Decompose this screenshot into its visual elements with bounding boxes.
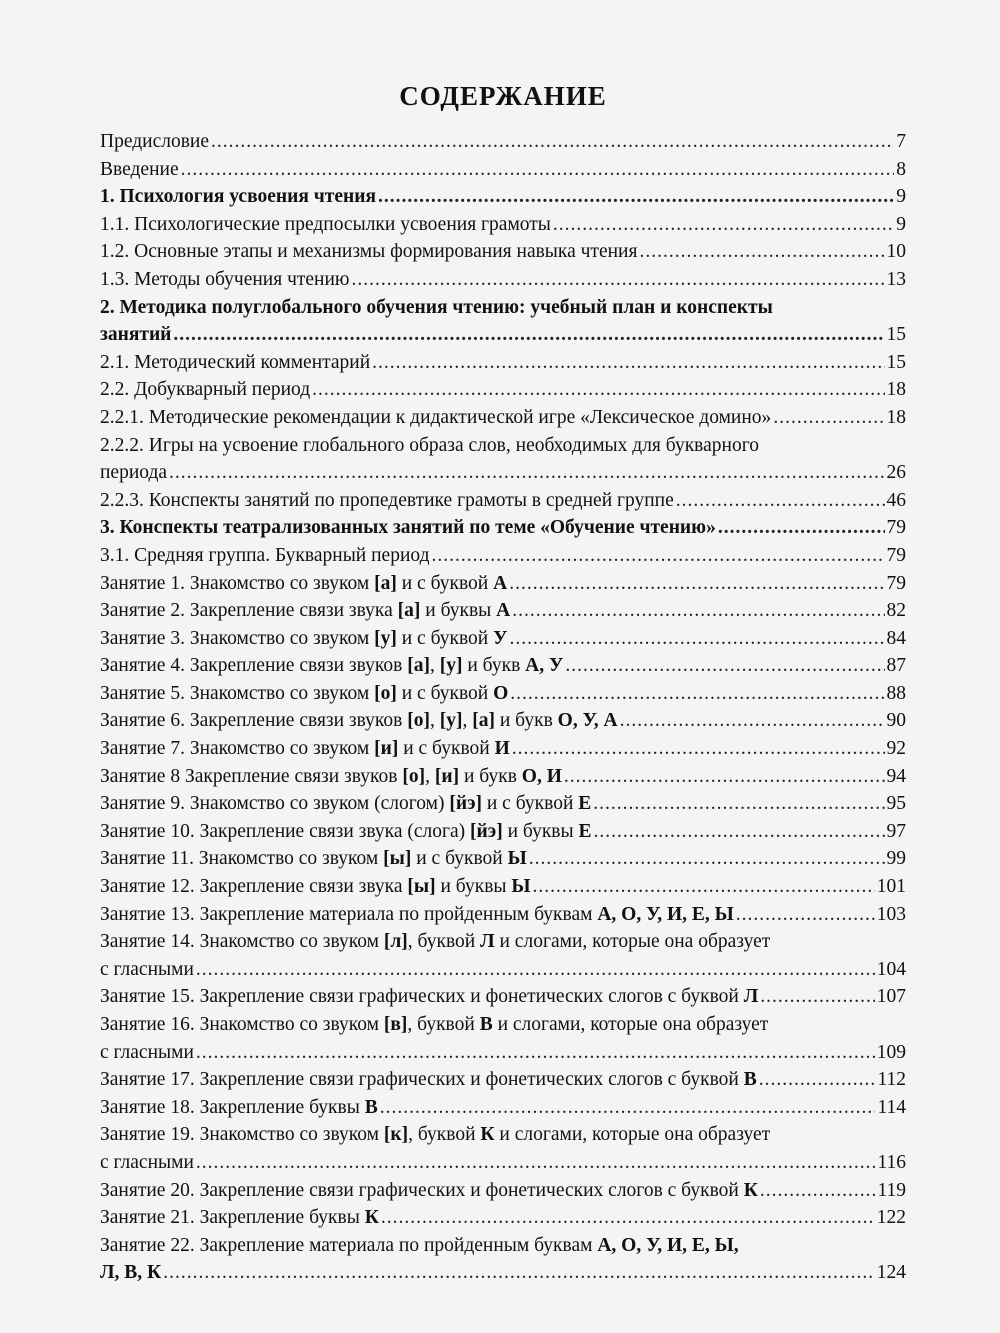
toc-entry-title: Занятие 6. Закрепление связи звуков [о], [у], [а] и букв О, У, А — [100, 710, 618, 732]
toc-entry-title: с гласными — [100, 958, 194, 980]
toc-leader-dots — [639, 238, 884, 266]
toc-leader-dots — [173, 321, 884, 349]
toc-entry-title: с гласными — [100, 1041, 194, 1063]
toc-page-number: 88 — [886, 682, 906, 704]
toc-entry-title: Занятие 2. Закрепление связи звука [а] и буквы А — [100, 600, 511, 622]
toc-entry — [100, 928, 906, 983]
toc-entry-title: 1.3. Методы обучения чтению — [100, 268, 350, 290]
toc-page-number: 116 — [877, 1151, 906, 1173]
toc-leader-dots — [211, 128, 894, 156]
toc-entry-title: занятий — [100, 324, 172, 346]
toc-page-number: 82 — [886, 600, 906, 622]
toc-entry — [100, 1066, 906, 1094]
toc-entry — [100, 735, 906, 763]
toc-entry-title: Занятие 13. Закрепление материала по пройденным буквам А, О, У, И, Е, Ы — [100, 903, 734, 925]
toc-entry-title: 2.2.1. Методические рекомендации к дидактической игре «Лексическое домино» — [100, 406, 772, 428]
toc-entry-title: Занятие 15. Закрепление связи графических и фонетических слогов с буквой Л — [100, 986, 759, 1008]
toc-leader-dots — [381, 1204, 875, 1232]
toc-entry-title: Занятие 4. Закрепление связи звуков [а], [у] и букв А, У — [100, 655, 564, 677]
toc-entry — [100, 487, 906, 515]
toc-page-number: 101 — [876, 876, 906, 898]
toc-entry — [100, 1232, 906, 1287]
toc-entry — [100, 680, 906, 708]
toc-entry-title: периода — [100, 462, 168, 484]
toc-leader-dots — [512, 597, 884, 625]
toc-page-number: 122 — [876, 1207, 906, 1229]
toc-page-number: 79 — [886, 572, 906, 594]
toc-entry — [100, 1177, 906, 1205]
toc-entry-title-line: 2. Методика полуглобального обучения чтению: учебный план и конспекты — [100, 296, 773, 318]
toc-page-number: 9 — [896, 213, 906, 235]
toc-entry-title-line: Занятие 19. Знакомство со звуком [к], буквой К и слогами, которые она образует — [100, 1124, 771, 1146]
toc-entry-title: Занятие 9. Знакомство со звуком (слогом) [йэ] и с буквой Е — [100, 793, 592, 815]
toc-page-number: 26 — [886, 462, 906, 484]
toc-page-number: 119 — [877, 1179, 906, 1201]
toc-entry-title: Занятие 18. Закрепление буквы В — [100, 1096, 378, 1118]
toc-leader-dots — [736, 901, 875, 929]
toc-entry — [100, 790, 906, 818]
toc-entry-title: 1.2. Основные этапы и механизмы формирования навыка чтения — [100, 241, 638, 263]
toc-entry-title: 3.1. Средняя группа. Букварный период — [100, 544, 430, 566]
toc-page-number: 18 — [886, 406, 906, 428]
toc-entry-title: Занятие 20. Закрепление связи графических и фонетических слогов с буквой К — [100, 1179, 758, 1201]
toc-leader-dots — [529, 845, 885, 873]
toc-entry — [100, 211, 906, 239]
toc-leader-dots — [509, 625, 884, 653]
toc-entry-title: 2.1. Методический комментарий — [100, 351, 371, 373]
toc-entry — [100, 625, 906, 653]
toc-page-number: 46 — [886, 489, 906, 511]
toc-leader-dots — [533, 873, 875, 901]
toc-leader-dots — [718, 514, 885, 542]
toc-leader-dots — [163, 1259, 875, 1287]
toc-page-number: 112 — [877, 1069, 906, 1091]
toc-leader-dots — [312, 376, 884, 404]
toc-leader-dots — [196, 1039, 875, 1067]
toc-entry — [100, 1121, 906, 1176]
toc-entry — [100, 266, 906, 294]
toc-entry-title: Занятие 21. Закрепление буквы К — [100, 1207, 379, 1229]
toc-leader-dots — [565, 652, 884, 680]
toc-entry — [100, 570, 906, 598]
toc-entry-title-line: Занятие 22. Закрепление материала по пройденным буквам А, О, У, И, Е, Ы, — [100, 1234, 739, 1256]
toc-entry — [100, 707, 906, 735]
toc-page-number: 10 — [886, 241, 906, 263]
toc-entry-title: Занятие 1. Знакомство со звуком [а] и с буквой А — [100, 572, 508, 594]
toc-leader-dots — [432, 542, 885, 570]
toc-leader-dots — [620, 707, 885, 735]
toc-page-number: 103 — [876, 903, 906, 925]
toc-leader-dots — [760, 983, 874, 1011]
toc-page-number: 87 — [886, 655, 906, 677]
toc-entry — [100, 294, 906, 349]
toc-entry — [100, 763, 906, 791]
toc-leader-dots — [676, 487, 885, 515]
toc-leader-dots — [181, 156, 895, 184]
toc-leader-dots — [512, 735, 885, 763]
toc-leader-dots — [196, 1149, 876, 1177]
toc-entry — [100, 432, 906, 487]
toc-leader-dots — [169, 459, 884, 487]
toc-entry — [100, 901, 906, 929]
toc-leader-dots — [372, 349, 884, 377]
toc-entry — [100, 652, 906, 680]
toc-page-number: 15 — [886, 351, 906, 373]
toc-leader-dots — [196, 956, 875, 984]
toc-entry-title-line: 2.2.2. Игры на усвоение глобального образа слов, необходимых для букварного — [100, 434, 759, 456]
toc-leader-dots — [380, 1094, 876, 1122]
toc-entry — [100, 597, 906, 625]
toc-leader-dots — [352, 266, 885, 294]
toc-leader-dots — [759, 1066, 876, 1094]
toc-leader-dots — [553, 211, 894, 239]
toc-leader-dots — [773, 404, 884, 432]
toc-page-number: 15 — [886, 324, 906, 346]
toc-entry — [100, 514, 906, 542]
toc-page-number: 107 — [876, 986, 906, 1008]
toc-entry-title: 1. Психология усвоения чтения — [100, 186, 377, 208]
toc-entry — [100, 404, 906, 432]
toc-page-number: 90 — [886, 710, 906, 732]
toc-page-number: 79 — [886, 517, 906, 539]
toc-page-number: 95 — [886, 793, 906, 815]
toc-entry — [100, 983, 906, 1011]
toc-entry-title: Занятие 17. Закрепление связи графических и фонетических слогов с буквой В — [100, 1069, 757, 1091]
toc-entry-title: Занятие 11. Знакомство со звуком [ы] и с буквой Ы — [100, 848, 527, 870]
toc-page-number: 8 — [896, 158, 906, 180]
toc-entry — [100, 845, 906, 873]
toc-leader-dots — [510, 680, 884, 708]
toc-entry — [100, 542, 906, 570]
toc-entry-title: Занятие 8 Закрепление связи звуков [о], [и] и букв О, И — [100, 765, 562, 787]
toc-entry-title-line: Занятие 14. Знакомство со звуком [л], буквой Л и слогами, которые она образует — [100, 931, 771, 953]
toc-entry — [100, 1011, 906, 1066]
toc-leader-dots — [378, 183, 894, 211]
toc-page-number: 7 — [896, 131, 906, 152]
toc-entry — [100, 1204, 906, 1232]
toc-page-number: 97 — [886, 820, 906, 842]
toc-entry-title: с гласными — [100, 1151, 194, 1173]
toc-entry — [100, 128, 906, 156]
toc-entry-title: Занятие 7. Знакомство со звуком [и] и с буквой И — [100, 738, 510, 760]
toc-entry-title: 3. Конспекты театрализованных занятий по теме «Обучение чтению» — [100, 517, 716, 539]
toc-page-number: 109 — [876, 1041, 906, 1063]
toc-entry-title: 2.2.3. Конспекты занятий по пропедевтике грамоты в средней группе — [100, 489, 674, 511]
toc-page-number: 79 — [886, 544, 906, 566]
toc-page-number: 94 — [886, 765, 906, 787]
toc-entry — [100, 1094, 906, 1122]
toc-entry — [100, 349, 906, 377]
toc-page-number: 124 — [876, 1262, 906, 1284]
toc-page-number: 99 — [886, 848, 906, 870]
toc-entry-title: Занятие 12. Закрепление связи звука [ы] и буквы Ы — [100, 876, 531, 898]
page-title: СОДЕРЖАНИЕ — [399, 81, 607, 111]
toc-entry-title-line: Занятие 16. Знакомство со звуком [в], буквой В и слогами, которые она образует — [100, 1014, 769, 1035]
toc-page-number: 9 — [896, 186, 906, 208]
toc-entry-title: Л, В, К — [100, 1262, 162, 1284]
toc-entry-title: Занятие 3. Знакомство со звуком [у] и с буквой У — [100, 627, 508, 649]
toc-page-number: 114 — [877, 1096, 906, 1118]
toc-entry — [100, 873, 906, 901]
toc-entry-title: Занятие 10. Закрепление связи звука (слога) [йэ] и буквы Е — [100, 820, 592, 842]
toc-page-number: 18 — [886, 379, 906, 401]
toc-entry — [100, 376, 906, 404]
toc-leader-dots — [760, 1177, 876, 1205]
toc-leader-dots — [594, 818, 885, 846]
toc-entry-title: 1.1. Психологические предпосылки усвоения грамоты — [100, 213, 551, 235]
toc-leader-dots — [509, 570, 884, 598]
toc-page-number: 84 — [886, 627, 906, 649]
toc-entry-title: 2.2. Добукварный период — [100, 379, 311, 401]
toc-page-number: 92 — [886, 738, 906, 760]
toc-leader-dots — [593, 790, 884, 818]
toc-entry — [100, 156, 906, 184]
toc-entry-title: Занятие 5. Знакомство со звуком [о] и с буквой О — [100, 682, 509, 704]
toc-entry — [100, 183, 906, 211]
toc-entry-title: Введение — [100, 158, 179, 180]
toc-page-number: 104 — [876, 958, 906, 980]
table-of-contents — [100, 128, 906, 1287]
toc-leader-dots — [564, 763, 885, 791]
toc-page-number: 13 — [886, 268, 906, 290]
toc-entry-title: Предисловие — [100, 131, 210, 152]
toc-entry — [100, 238, 906, 266]
toc-entry — [100, 818, 906, 846]
